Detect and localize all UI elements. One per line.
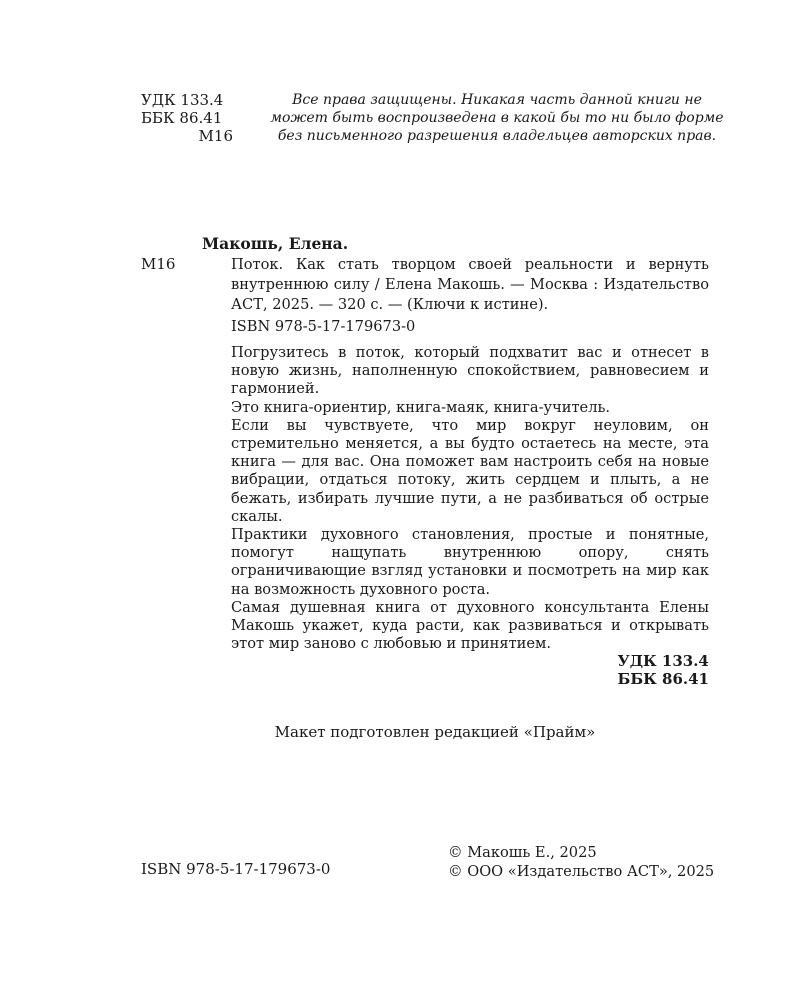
- bibliographic-text: Поток. Как стать творцом своей реальности и вернуть внутреннюю силу / Елена Макошь. — Москва : Издательство АСТ, 2025. — 320 с. — (Ключи к истине).: [231, 256, 709, 313]
- annotation-paragraph: Практики духовного становления, простые и понятные, помогут нащупать внутреннюю опору, снять ограничивающие взгляд установки и посмотреть на мир как на возможность духовного роста.: [231, 526, 709, 598]
- author-sign: М16: [198, 127, 233, 145]
- prepared-by-note: Макет подготовлен редакцией «Прайм»: [274, 723, 596, 741]
- bbk-code: ББК 86.41: [141, 109, 223, 127]
- annotation: [231, 344, 709, 653]
- bibliographic-description: [231, 255, 709, 315]
- annotation-paragraph: Самая душевная книга от духовного консультанта Елены Макошь укажет, куда расти, как развиваться и открывать этот мир заново с любовью и принятием.: [231, 598, 709, 653]
- bbk-code-bottom: ББК 86.41: [617, 670, 709, 688]
- record-isbn: ISBN 978-5-17-179673-0: [231, 318, 416, 335]
- rights-notice: Все права защищены. Никакая часть данной книги не может быть воспроизведена в какой бы то ни было форме без письменного разрешения владельцев авторских прав.: [270, 92, 724, 144]
- author-heading: Макошь, Елена.: [202, 234, 349, 253]
- udk-code-bottom: УДК 133.4: [617, 652, 709, 670]
- annotation-paragraph: Если вы чувствуете, что мир вокруг неуловим, он стремительно меняется, а вы будто остаетесь на месте, эта книга — для вас. Она поможет вам настроить себя на новые вибрации, отдаться потоку, жить сердцем и плыть, а не бежать, избирать лучшие пути, а не разбиваться об острые скалы.: [231, 416, 709, 525]
- copyright-block: [448, 843, 714, 881]
- annotation-paragraph: Погрузитесь в поток, который подхватит вас и отнесет в новую жизнь, наполненную спокойствием, равновесием и гармонией.: [231, 344, 709, 398]
- udk-code: УДК 133.4: [141, 91, 224, 109]
- record-author-sign: М16: [141, 255, 176, 273]
- annotation-paragraph: Это книга-ориентир, книга-маяк, книга-учитель.: [231, 398, 611, 416]
- classification-codes-top: [141, 91, 233, 145]
- copyright-publisher: © ООО «Издательство АСТ», 2025: [448, 863, 715, 880]
- copyright-author: © Макошь Е., 2025: [448, 844, 597, 861]
- footer-isbn: ISBN 978-5-17-179673-0: [141, 860, 331, 878]
- classification-codes-bottom: [618, 652, 709, 688]
